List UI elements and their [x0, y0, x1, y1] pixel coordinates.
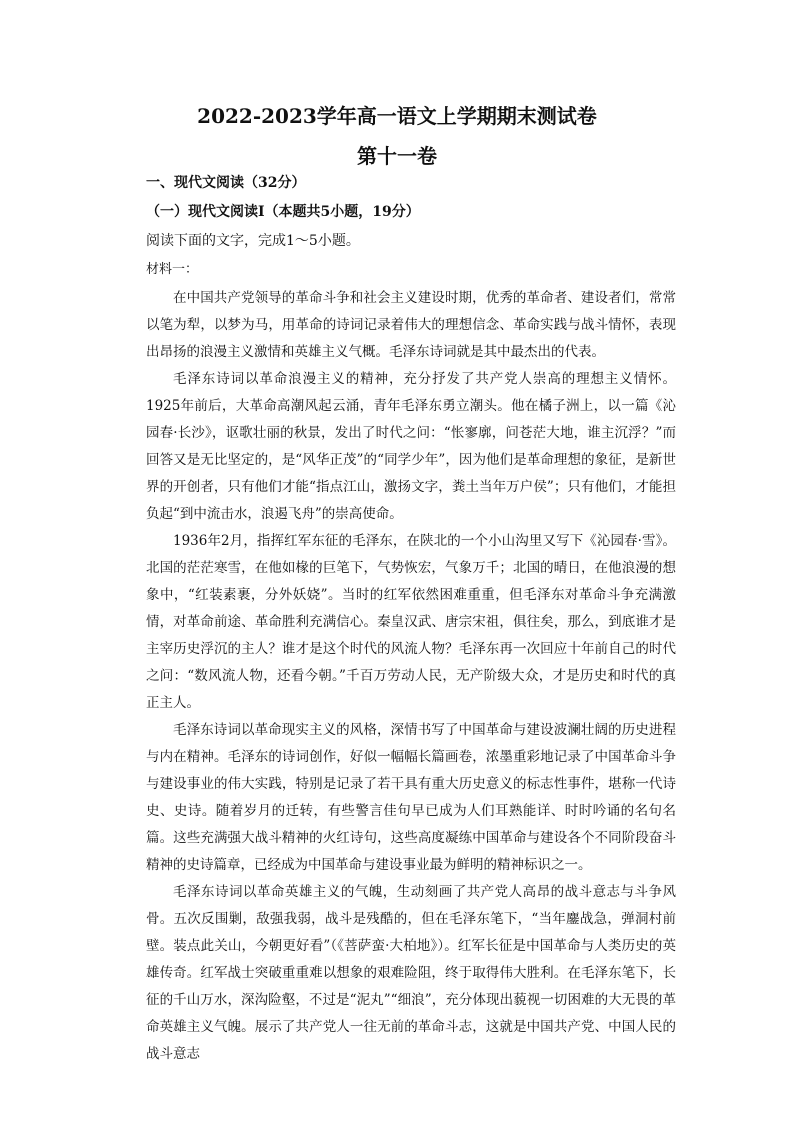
exam-title: 2022-2023学年高一语文上学期期末测试卷 [197, 104, 597, 128]
passage-body [146, 285, 676, 1068]
paragraph: 毛泽东诗词以革命浪漫主义的精神，充分抒发了共产党人崇高的理想主义情怀。1925年前后，大革命高潮风起云涌，青年毛泽东勇立潮头。他在橘子洲上，以一篇《沁园春·长沙》，讴歌壮丽的秋景，发出了时代之问：“怅寥廓，问苍茫大地，谁主沉浮？”而回答又是无比坚定的，是“风华正茂”的“同学少年”，因为他们是革命理想的象征，是新世界的开创者，只有他们才能“指点江山，激扬文字，粪土当年万户侯”；只有他们，才能担负起“到中流击水，浪遏飞舟”的崇高使命。 [146, 371, 676, 522]
paragraph: 毛泽东诗词以革命英雄主义的气魄，生动刻画了共产党人高昂的战斗意志与斗争风骨。五次反围剿，敌强我弱，战斗是残酷的，但在毛泽东笔下，“当年鏖战急，弹洞村前壁。装点此关山，今朝更好看”（《菩萨蛮·大柏地》）。红军长征是中国革命与人类历史的英雄传奇。红军战士突破重重难以想象的艰难险阻，终于取得伟大胜利。在毛泽东笔下，长征的千山万水，深沟险壑，不过是“泥丸”“细浪”，充分体现出藐视一切困难的大无畏的革命英雄主义气魄。展示了共产党人一往无前的革命斗志，这就是中国共产党、中国人民的战斗意志 [146, 884, 676, 1062]
paragraph: 在中国共产党领导的革命斗争和社会主义建设时期，优秀的革命者、建设者们，常常以笔为犁，以梦为马，用革命的诗词记录着伟大的理想信念、革命实践与战斗情怀，表现出昂扬的浪漫主义激情和英雄主义气概。毛泽东诗词就是其中最杰出的代表。 [146, 290, 676, 360]
section-heading: 一、现代文阅读（32分） [146, 175, 306, 191]
paragraph: 毛泽东诗词以革命现实主义的风格，深情书写了中国革命与建设波澜壮阔的历史进程与内在精神。毛泽东的诗词创作，好似一幅幅长篇画卷，浓墨重彩地记录了中国革命斗争与建设事业的伟大实践，特别是记录了若干具有重大历史意义的标志性事件，堪称一代诗史、史诗。随着岁月的迁转，有些警言佳句早已成为人们耳熟能详、时时吟诵的名句名篇。这些充满强大战斗精神的火红诗句，这些高度凝练中国革命与建设各个不同阶段奋斗精神的史诗篇章，已经成为中国革命与建设事业最为鲜明的精神标识之一。 [146, 722, 676, 873]
reading-instruction: 阅读下面的文字，完成1～5小题。 [146, 233, 360, 249]
paragraph: 1936年2月，指挥红军东征的毛泽东，在陕北的一个小山沟里又写下《沁园春·雪》。北国的茫茫寒雪，在他如椽的巨笔下，气势恢宏，气象万千；北国的晴日，在他浪漫的想象中，“红装素裹，分外妖娆”。当时的红军依然困难重重，但毛泽东对革命斗争充满激情，对革命前途、革命胜利充满信心。秦皇汉武、唐宗宋祖，俱往矣，那么，到底谁才是主宰历史浮沉的主人？谁才是这个时代的风流人物？毛泽东再一次回应十年前自己的时代之问：“数风流人物，还看今朝。”千百万劳动人民，无产阶级大众，才是历史和时代的真正主人。 [146, 533, 676, 711]
subsection-heading: （一）现代文阅读Ⅰ（本题共5小题，19分） [146, 204, 420, 220]
exam-volume: 第十一卷 [357, 144, 437, 168]
material-label: 材料一： [146, 262, 199, 277]
